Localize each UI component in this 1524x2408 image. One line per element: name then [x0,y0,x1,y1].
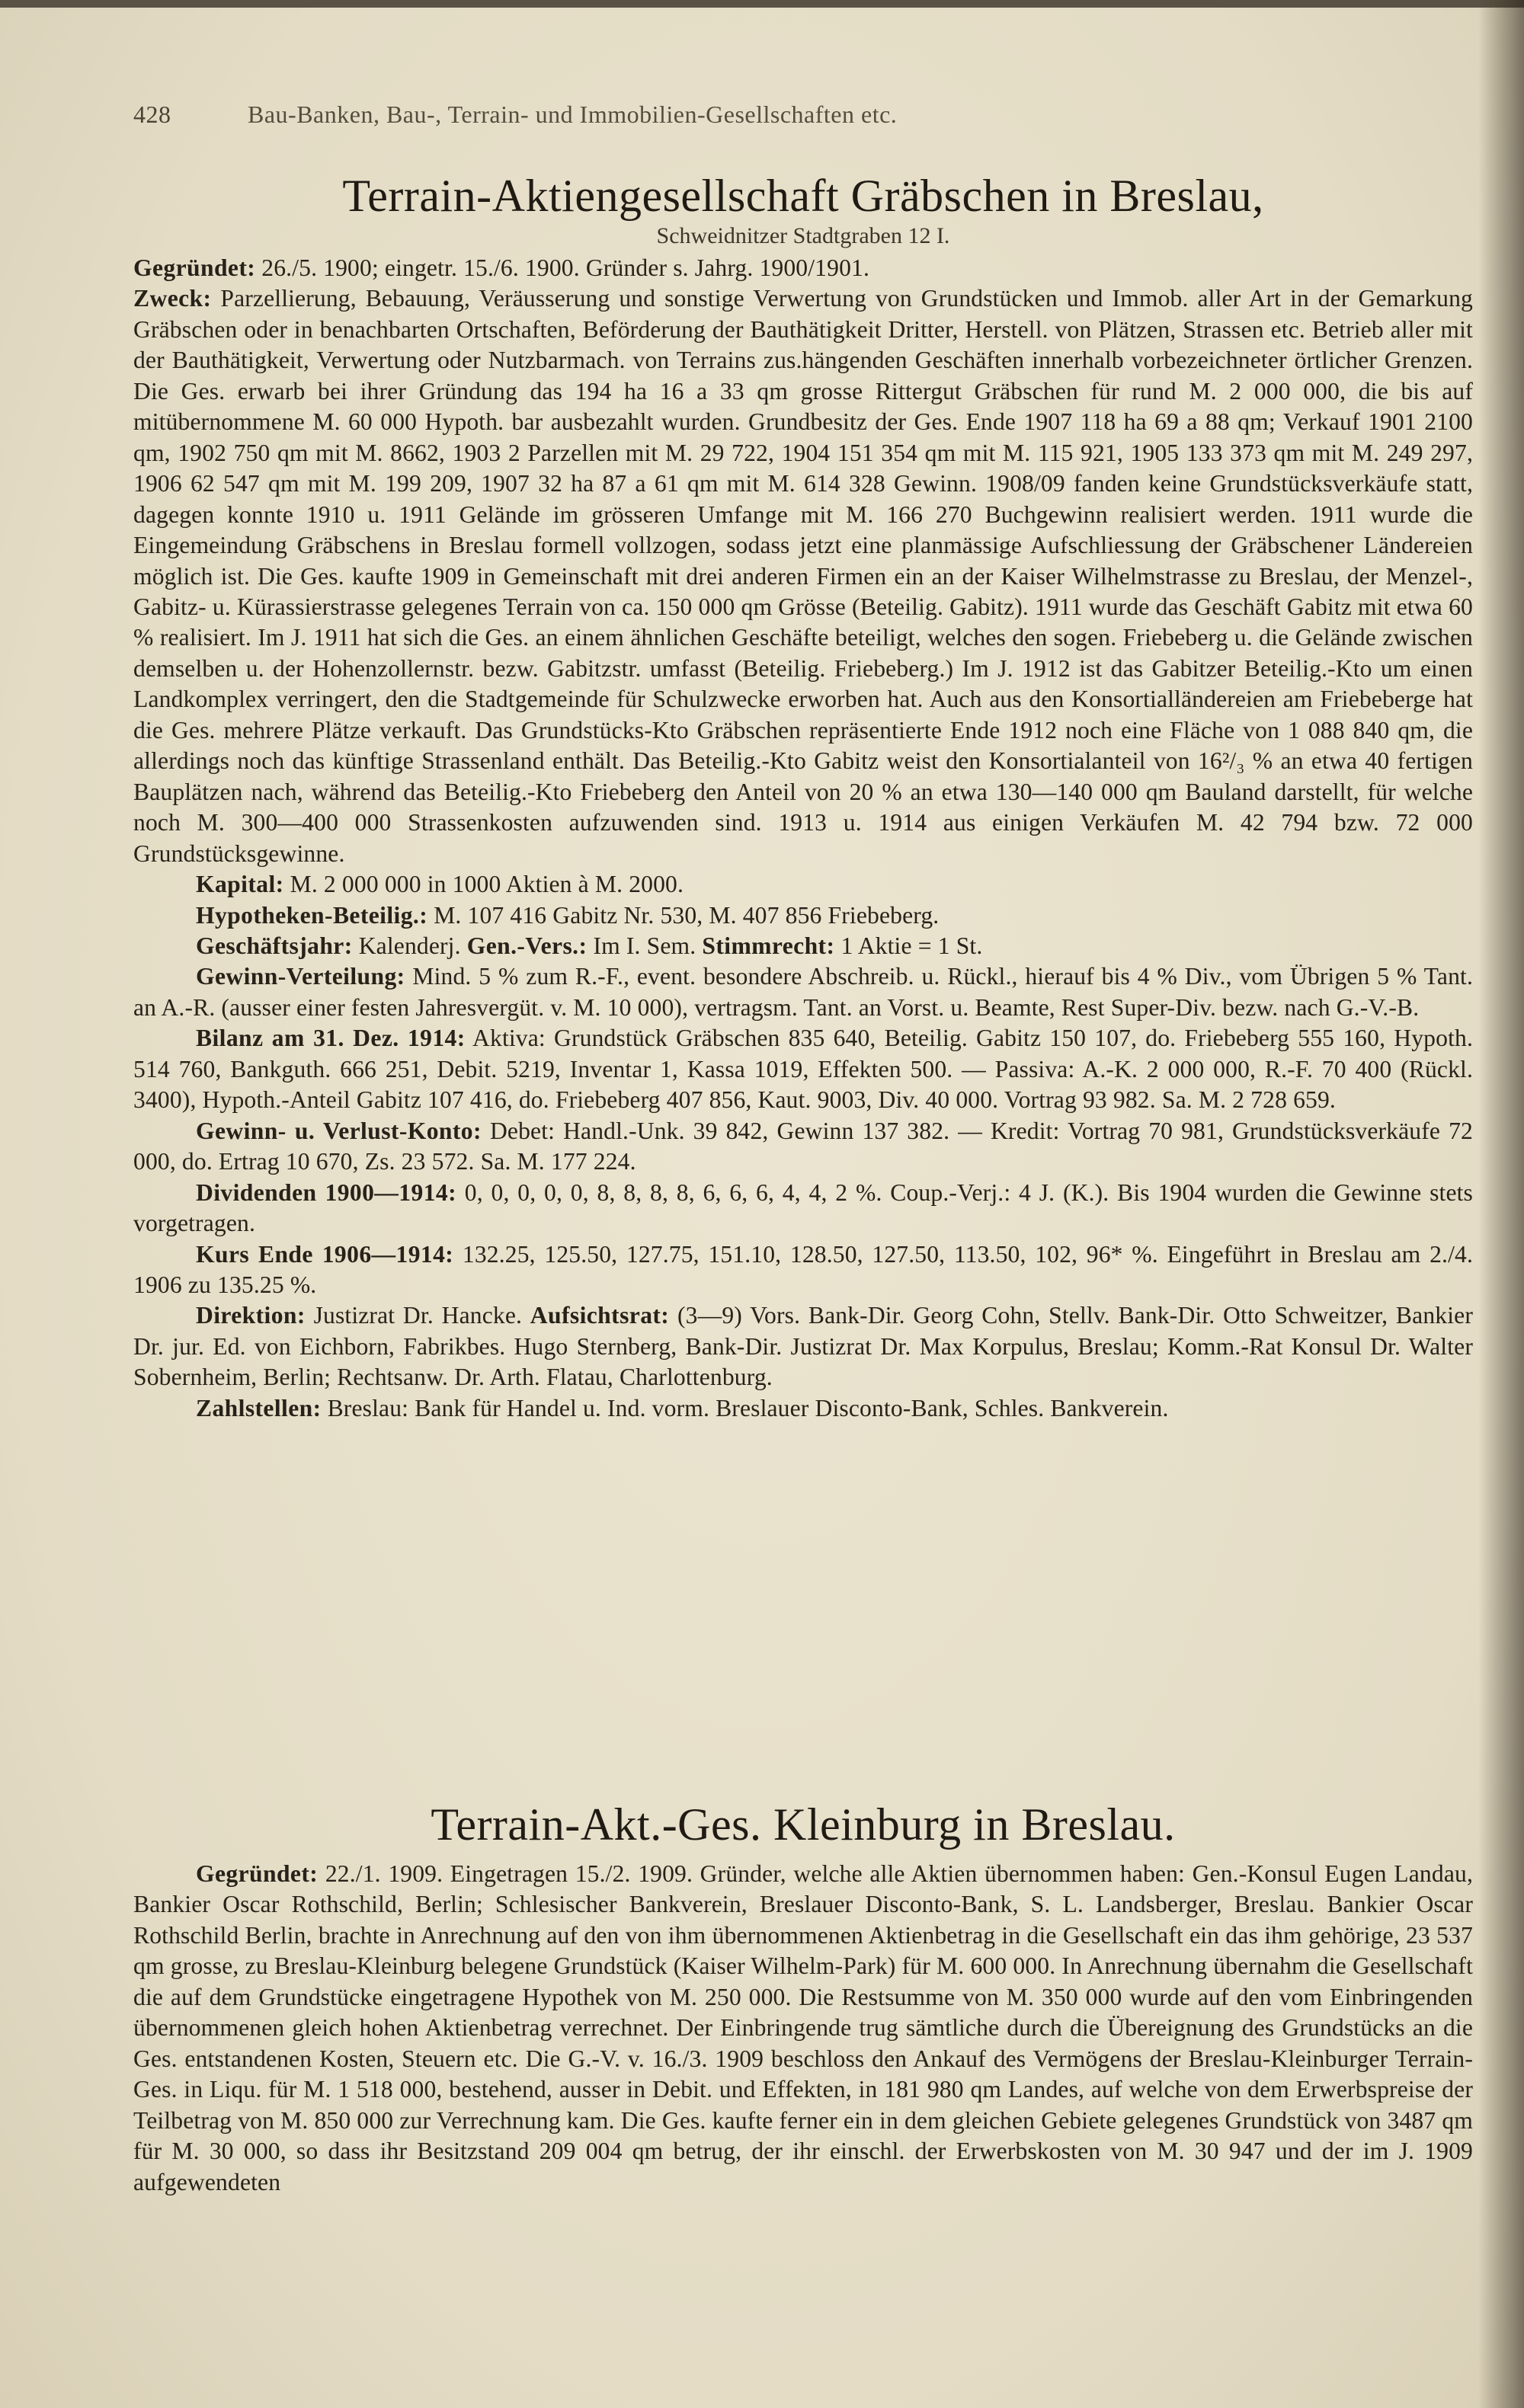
field-label: Bilanz am 31. Dez. 1914: [196,1025,466,1052]
paragraph-gewinn-verteilung [133,961,1473,1023]
field-label: Stimmrecht: [702,932,835,959]
paragraph-kurs [133,1239,1473,1301]
field-label: Direktion: [196,1302,306,1329]
paragraph-gewinn-verlust [133,1116,1473,1178]
article-body [133,1859,1473,2198]
paragraph-dividenden [133,1178,1473,1239]
field-label: Hypotheken-Beteilig.: [196,901,428,929]
article-address: Schweidnitzer Stadtgraben 12 I. [656,223,950,248]
field-text: M. 2 000 000 in 1000 Aktien à M. 2000. [283,871,684,898]
field-text: 0, 0, 0, 0, 0, 8, 8, 8, 8, 6, 6, 6, 4, 4, 2 %. Coup.-Verj.: 4 J. (K.). Bis 1904 wurden die Gewinne stets vorgetragen. [133,1178,1473,1237]
field-text: 1 Aktie = 1 St. [834,932,983,959]
field-label: Kapital: [196,871,284,898]
field-text: Aktiva: Grundstück Gräbschen 835 640, Beteilig. Gabitz 150 107, do. Friebeberg 555 160, Hypoth. 514 760, Bankguth. 666 251, Debit. 5219, Inventar 1, Kassa 1019, Effekten 500. — Passiva: A.-K. 2 000 000, R.-F. 70 400 (Rückl. 3400), Hypoth.-Anteil Gabitz 107 416, do. Friebeberg 407 856, Kaut. 9003, Div. 40 000. Vortrag 93 982. Sa. M. 2 728 659. [133,1025,1473,1114]
paragraph-geschaeftsjahr [133,931,1473,961]
field-label: Kurs Ende 1906—1914: [196,1240,454,1268]
field-label: Gen.-Vers.: [466,932,588,959]
paragraph-kapital [133,869,1473,900]
article-body [133,253,1473,1424]
field-text: Debet: Handl.-Unk. 39 842, Gewinn 137 382. — Kredit: Vortrag 70 981, Grundstücksverkäufe 72 000, do. Ertrag 10 670, Zs. 23 572. Sa. M. 177 224. [133,1117,1473,1175]
paragraph-direktion [133,1300,1473,1393]
article-graebschen [133,171,1473,1424]
field-label: Gegründet: [133,254,256,281]
paragraph-gegruendet [133,253,1473,283]
running-head-text: Bau-Banken, Bau-, Terrain- und Immobilien-Gesellschaften etc. [248,101,898,128]
field-text: Parzellierung, Bebauung, Veräusserung und sonstige Verwertung von Grundstücken und Immob. aller Art in der Gemarkung Gräbschen oder in benachbarten Ortschaften, Beförderung der Bauthätigkeit Dritter, Herstell. von Plätzen, Strassen etc. Betrieb aller mit der Bauthätigkeit, Verwertung oder Nutzbarmach. von Terrains zus.hängenden Geschäften innerhalb vorbezeichneter örtlicher Grenzen. Die Ges. erwarb bei ihrer Gründung das 194 ha 16 a 33 qm grosse Rittergut Gräbschen für rund M. 2 000 000, die bis auf mitübernommene M. 60 000 Hypoth. bar ausbezahlt wurden. Grundbesitz der Ges. Ende 1907 118 ha 69 a 88 qm; Verkauf 1901 2100 qm, 1902 750 qm mit M. 8662, 1903 2 Parzellen mit M. 29 722, 1904 151 354 qm mit M. 115 921, 1905 133 373 qm mit M. 249 297, 1906 62 547 qm mit M. 199 209, 1907 32 ha 87 a 61 qm mit M. 614 328 Gewinn. 1908/09 fanden keine Grundstücksverkäufe statt, dagegen konnte 1910 u. 1911 Gelände im grösseren Umfange mit M. 166 270 Buchgewinn realisiert werden. 1911 wurde die Eingemeindung Gräbschens in Breslau formell vollzogen, sodass jetzt eine planmässige Aufschliessung der Gräbschener Ländereien möglich ist. Die Ges. kaufte 1909 in Gemeinschaft mit drei anderen Firmen ein an der Kaiser Wilhelmstrasse zu Breslau, der Menzel-, Gabitz- u. Kürassierstrasse gelegenes Terrain von ca. 150 000 qm Grösse (Beteilig. Gabitz). 1911 wurde das Geschäft Gabitz mit etwa 60 % realisiert. Im J. 1911 hat sich die Ges. an einem ähnlichen Geschäfte beteiligt, welches den sogen. Friebeberg u. die Gelände zwischen demselben u. der Hohenzollernstr. bezw. Gabitzstr. umfasst (Beteilig. Friebeberg.) Im J. 1912 ist das Gabitzer Beteilig.-Kto um einen Landkomplex verringert, den die Stadtgemeinde für Schulzwecke erworben hat. Auch aus den Konsortialländereien am Friebeberge hat die Ges. mehrere Plätze verkauft. Das Grundstücks-Kto Gräbschen repräsentierte Ende 1912 noch eine Fläche von 1 088 840 qm, die allerdings noch das künftige Strassenland enthält. Das Beteilig.-Kto Gabitz weist den Konsortialanteil von 16²/₃ % an etwa 40 fertigen Bauplätzen nach, während das Beteilig.-Kto Friebeberg den Anteil von 20 % an etwa 130—140 000 qm Bauland darstellt, für welche noch M. 300—400 000 Strassenkosten aufzuwenden sind. 1913 u. 1914 aus einigen Verkäufen M. 42 794 bzw. 72 000 Grundstücksgewinne. [133,285,1473,867]
field-text: Mind. 5 % zum R.-F., event. besondere Abschreib. u. Rückl., hierauf bis 4 % Div., vom Übrigen 5 % Tant. an A.-R. (ausser einer festen Jahresvergüt. v. M. 10 000), vertragsm. Tant. an Vorst. u. Beamte, Rest Super-Div. bezw. nach G.-V.-B. [133,963,1473,1021]
field-text: M. 107 416 Gabitz Nr. 530, M. 407 856 Friebeberg. [427,901,940,929]
running-head [133,101,1360,129]
field-label: Zahlstellen: [196,1394,322,1421]
field-label: Gewinn-Verteilung: [196,963,405,990]
field-text: 22./1. 1909. Eingetragen 15./2. 1909. Gründer, welche alle Aktien übernommen haben: Gen.-Konsul Eugen Landau, Bankier Oscar Rothschild, Berlin; Schlesischer Bankverein, Breslauer Disconto-Bank, S. L. Landsberger, Breslau. Bankier Oscar Rothschild Berlin, brachte in Anrechnung auf den von ihm übernommenen Aktienbetrag in die Gesellschaft ein das ihm gehörige, 23 537 qm grosse, zu Breslau-Kleinburg belegene Grundstück (Kaiser Wilhelm-Park) für M. 600 000. In Anrechnung übernahm die Gesellschaft die auf dem Grundstücke eingetragene Hypothek von M. 250 000. Die Restsumme von M. 350 000 wurde auf den vom Einbringenden übernommenen gleich hohen Aktienbetrag verrechnet. Der Einbringende trug sämtliche durch die Übereignung des Grundstücks an die Ges. entstandenen Kosten, Steuern etc. Die G.-V. v. 16./3. 1909 beschloss den Ankauf des Vermögens der Breslau-Kleinburger Terrain-Ges. in Liqu. für M. 1 518 000, bestehend, ausser in Debit. und Effekten, in 181 980 qm Landes, auf welche von dem Erwerbspreise der Teilbetrag von M. 850 000 zur Verrechnung kam. Die Ges. kaufte ferner ein in dem gleichen Gebiete gelegenes Grundstück von 3487 qm für M. 30 000, so dass ihr Besitzstand 209 004 qm betrug, der ihr einschl. der Erwerbskosten von M. 30 947 und der im J. 1909 aufgewendeten [133,1860,1473,2195]
page-number: 428 [133,101,171,128]
field-label: Geschäftsjahr: [196,932,353,959]
field-text: Justizrat Dr. Hancke. [305,1302,530,1329]
article-title: Terrain-Akt.-Ges. Kleinburg in Breslau. [431,1799,1176,1850]
paragraph-zahlstellen [133,1393,1473,1424]
book-gutter-shadow [1478,0,1524,2408]
paragraph-bilanz [133,1023,1473,1115]
field-text: Kalenderj. [352,932,467,959]
field-label: Gegründet: [196,1860,319,1887]
field-label: Aufsichtsrat: [530,1302,670,1329]
field-label: Gewinn- u. Verlust-Konto: [196,1117,482,1144]
field-label: Zweck: [133,285,212,312]
field-text: Breslau: Bank für Handel u. Ind. vorm. Breslauer Disconto-Bank, Schles. Bankverein. [321,1394,1169,1421]
scan-top-edge [0,0,1524,8]
article-title: Terrain-Aktiengesellschaft Gräbschen in Breslau, [342,171,1264,221]
field-text: 26./5. 1900; eingetr. 15./6. 1900. Gründer s. Jahrg. 1900/1901. [255,254,870,281]
field-text: 132.25, 125.50, 127.75, 151.10, 128.50, 127.50, 113.50, 102, 96* %. Eingeführt in Breslau am 2./4. 1906 zu 135.25 %. [133,1240,1473,1298]
article-kleinburg [133,1799,1473,2198]
paragraph-zweck [133,283,1473,869]
paragraph-gegruendet [133,1859,1473,2198]
paragraph-hypotheken [133,900,1473,931]
field-label: Dividenden 1900—1914: [196,1178,456,1206]
field-text: Im I. Sem. [587,932,703,959]
field-text: (3—9) Vors. Bank-Dir. Georg Cohn, Stellv. Bank-Dir. Otto Schweitzer, Bankier Dr. jur. Ed. von Eichborn, Fabrikbes. Hugo Sternberg, Bank-Dir. Justizrat Dr. Max Korpulus, Breslau; Komm.-Rat Konsul Dr. Walter Sobernheim, Berlin; Rechtsanw. Dr. Arth. Flatau, Charlottenburg. [133,1302,1473,1391]
